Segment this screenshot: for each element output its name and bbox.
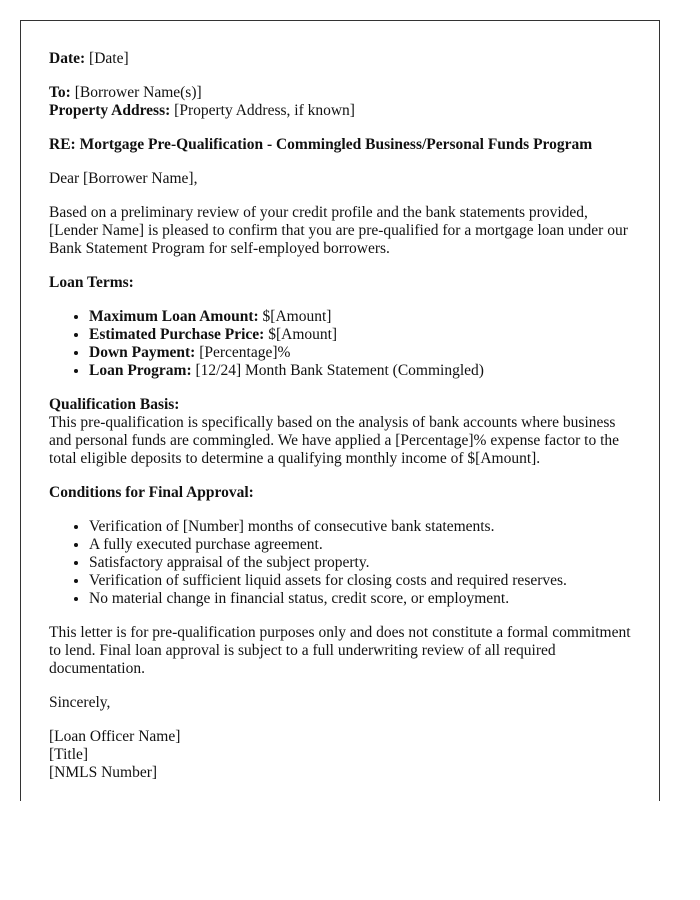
signature-name: [Loan Officer Name] — [49, 728, 181, 745]
list-item: • Estimated Purchase Price: $[Amount] — [89, 326, 631, 344]
date-line — [49, 50, 631, 68]
loan-terms-heading: Loan Terms: — [49, 274, 134, 291]
list-item: • Satisfactory appraisal of the subject property. — [89, 554, 631, 572]
qualification-heading: Qualification Basis: — [49, 396, 180, 413]
property-value: [Property Address, if known] — [174, 102, 355, 119]
date-label: Date: — [49, 50, 86, 67]
list-item: • Down Payment: [Percentage]% — [89, 344, 631, 362]
to-label: To: — [49, 84, 71, 101]
list-item: • A fully executed purchase agreement. — [89, 536, 631, 554]
list-item: • Maximum Loan Amount: $[Amount] — [89, 308, 631, 326]
loan-terms-list — [49, 308, 631, 380]
property-line — [49, 102, 631, 120]
conditions-heading: Conditions for Final Approval: — [49, 484, 254, 501]
closing: Sincerely, — [49, 694, 111, 711]
signature-block — [49, 728, 631, 782]
list-item: • Verification of [Number] months of consecutive bank statements. — [89, 518, 631, 536]
signature-title: [Title] — [49, 746, 89, 763]
list-item: • No material change in financial status, credit score, or employment. — [89, 590, 631, 608]
property-label: Property Address: — [49, 102, 171, 119]
disclaimer-paragraph: This letter is for pre-qualification purposes only and does not constitute a formal commitment to lend. Final loan approval is subject to a full underwriting review of all required documentation. — [49, 624, 631, 677]
intro-paragraph: Based on a preliminary review of your credit profile and the bank statements provided, [Lender Name] is pleased to confirm that you are pre-qualified for a mortgage loan under our Bank Statement Program for self-employed borrowers. — [49, 204, 628, 257]
to-line — [49, 84, 631, 102]
qualification-text: This pre-qualification is specifically based on the analysis of bank accounts where business and personal funds are commingled. We have applied a [Percentage]% expense factor to the total eligible deposits to determine a qualifying monthly income of $[Amount]. — [49, 414, 620, 467]
list-item: • Verification of sufficient liquid assets for closing costs and required reserves. — [89, 572, 631, 590]
signature-nmls: [NMLS Number] — [49, 764, 158, 781]
date-value: [Date] — [89, 50, 129, 67]
to-value: [Borrower Name(s)] — [74, 84, 202, 101]
qualification-section — [49, 396, 631, 468]
subject-line: RE: Mortgage Pre-Qualification - Commingled Business/Personal Funds Program — [49, 136, 593, 153]
salutation: Dear [Borrower Name], — [49, 170, 198, 187]
letter-page — [20, 20, 660, 801]
conditions-list — [49, 518, 631, 608]
recipient-block — [49, 84, 631, 120]
list-item: • Loan Program: [12/24] Month Bank Statement (Commingled) — [89, 362, 631, 380]
